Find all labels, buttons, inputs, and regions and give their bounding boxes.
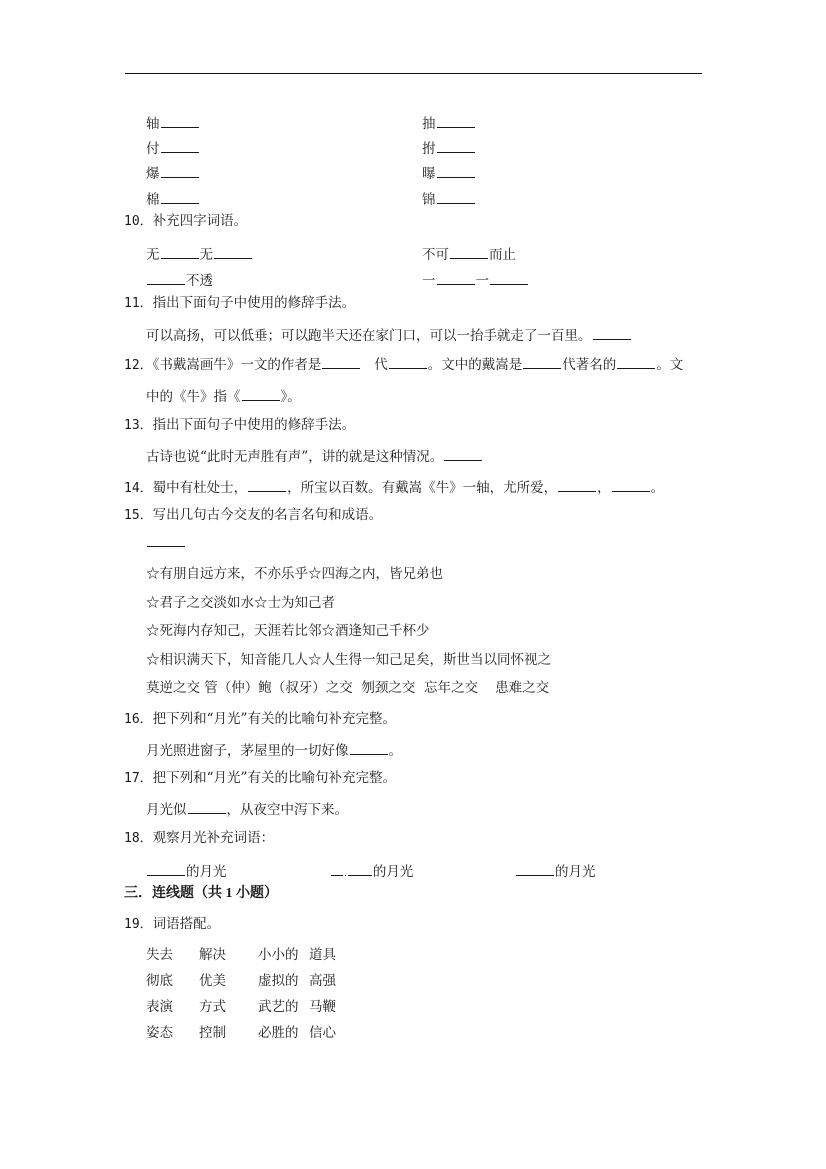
answer-blank[interactable]	[558, 477, 596, 492]
match-word[interactable]: 马鞭	[309, 999, 336, 1015]
question-prompt: 把下列和“月光”有关的比喻句补充完整。	[152, 711, 396, 727]
match-word[interactable]: 信心	[309, 1025, 336, 1041]
text-part: 月光照进窗子，茅屋里的一切好像	[146, 743, 349, 759]
question-number: 12．	[124, 358, 153, 373]
word-part: 一	[475, 273, 489, 289]
answer-blank[interactable]	[389, 354, 427, 369]
question-17	[124, 769, 396, 788]
answer-blank[interactable]	[161, 138, 199, 153]
answer-blank[interactable]	[248, 477, 286, 492]
question-prompt: 把下列和“月光”有关的比喻句补充完整。	[152, 770, 396, 786]
word-part: 无	[199, 247, 213, 263]
match-word[interactable]: 武艺的	[258, 999, 299, 1015]
text-part: ，所宝以百数。有戴嵩《牛》一轴，尤所爱，	[287, 480, 558, 496]
match-row	[146, 946, 349, 972]
question-16	[124, 710, 396, 729]
text-part: 代	[374, 357, 388, 373]
question-prompt: 指出下面句子中使用的修辞手法。	[152, 295, 356, 311]
match-word[interactable]: 彻底	[146, 973, 173, 989]
q18-item-3	[515, 861, 596, 881]
match-row	[146, 972, 349, 998]
char-pair-left-1	[146, 113, 200, 133]
match-word[interactable]: 优美	[199, 973, 226, 989]
match-word[interactable]: 姿态	[146, 1025, 173, 1041]
answer-blank[interactable]	[350, 740, 388, 755]
char-label: 曝	[422, 166, 436, 182]
q18-item-2	[330, 861, 413, 883]
q17-sentence	[146, 799, 348, 819]
q12-line-2	[146, 386, 301, 406]
sentence-text: 可以高扬，可以低垂；可以跑半天还在家门口，可以一抬手就走了一百里。	[146, 328, 592, 344]
answer-blank[interactable]	[161, 189, 199, 204]
q15-answer-line-3	[146, 622, 430, 640]
answer-blank[interactable]	[593, 325, 631, 340]
answer-blank[interactable]	[437, 138, 475, 153]
q15-answer-line-2	[146, 594, 335, 612]
sentence-text: 古诗也说“此时无声胜有声”，讲的就是这种情况。	[146, 449, 444, 465]
q15-answer-line[interactable]	[146, 532, 186, 552]
question-prompt: 补充四字词语。	[152, 213, 248, 229]
header-rule	[125, 73, 702, 74]
char-pair-right-4	[422, 189, 476, 209]
char-pair-right-3	[422, 163, 476, 183]
text-part: 的月光	[186, 864, 227, 880]
question-13	[124, 416, 355, 435]
char-pair-left-3	[146, 163, 200, 183]
word-part: 一	[422, 273, 436, 289]
question-15	[124, 506, 382, 525]
q11-sentence	[146, 325, 632, 345]
answer-blank[interactable]	[437, 270, 475, 285]
word-part: 而止	[489, 247, 516, 263]
match-word[interactable]: 解决	[199, 947, 226, 963]
match-word[interactable]: 高强	[309, 973, 336, 989]
text-part: ，	[597, 480, 611, 496]
word-part: 不可	[422, 247, 449, 263]
match-word[interactable]: 小小的	[258, 947, 299, 963]
question-11	[124, 294, 355, 313]
answer-text: ☆有朋自远方来，不亦乐乎☆四海之内，皆兄弟也	[146, 566, 443, 582]
match-word[interactable]: 必胜的	[258, 1025, 299, 1041]
text-part: 的月光	[372, 864, 414, 880]
answer-blank[interactable]	[348, 861, 372, 876]
question-number: 19．	[124, 917, 153, 932]
char-label: 锦	[422, 192, 436, 208]
answer-blank[interactable]	[523, 354, 561, 369]
section-title: 三．连线题（共 1 小题）	[124, 886, 278, 901]
match-word[interactable]: 虚拟的	[258, 973, 299, 989]
answer-blank[interactable]	[161, 113, 199, 128]
answer-blank[interactable]	[214, 244, 252, 259]
q10-item-2	[422, 244, 516, 264]
match-word[interactable]: 方式	[199, 999, 226, 1015]
question-prompt: 指出下面句子中使用的修辞手法。	[152, 417, 356, 433]
match-word[interactable]: 道具	[309, 947, 336, 963]
answer-blank[interactable]	[147, 270, 185, 285]
char-pair-left-4	[146, 189, 200, 209]
text-part: 。	[650, 480, 665, 496]
char-label: 轴	[146, 116, 160, 132]
text-part: 中的《牛》指《	[146, 389, 241, 405]
answer-blank[interactable]	[516, 861, 554, 876]
answer-blank[interactable]	[161, 163, 199, 178]
text-part: 。	[388, 743, 402, 759]
char-label: 付	[146, 141, 160, 157]
question-prompt: 观察月光补充词语：	[152, 830, 275, 846]
answer-text: ☆君子之交淡如水☆士为知己者	[146, 595, 335, 611]
text-part: 。文	[656, 357, 684, 373]
answer-blank[interactable]	[322, 354, 360, 369]
answer-blank[interactable]	[147, 861, 185, 876]
match-word[interactable]: 失去	[146, 947, 173, 963]
question-18	[124, 829, 274, 848]
q13-sentence	[146, 446, 483, 466]
answer-text: 莫逆之交 管（仲）鲍（叔牙）之交 刎颈之交 忘年之交 患难之交	[146, 680, 550, 696]
q10-item-3	[146, 270, 213, 290]
question-10	[124, 212, 247, 231]
question-number: 14．	[124, 481, 153, 496]
char-label: 抽	[422, 116, 436, 132]
text-part: .	[344, 869, 347, 879]
word-part: 无	[146, 247, 160, 263]
question-number: 11．	[124, 296, 153, 311]
question-19	[124, 915, 220, 934]
char-pair-left-2	[146, 138, 200, 158]
answer-blank[interactable]	[437, 113, 475, 128]
char-pair-right-1	[422, 113, 476, 133]
match-word[interactable]: 表演	[146, 999, 173, 1015]
text-part: 。文中的戴嵩是	[427, 357, 523, 373]
answer-blank[interactable]	[612, 477, 650, 492]
q15-answer-line-4	[146, 651, 551, 669]
answer-text: ☆相识满天下，知音能几人☆人生得一知己足矣，斯世当以同怀视之	[146, 652, 551, 668]
answer-blank[interactable]	[617, 354, 655, 369]
answer-blank[interactable]	[188, 799, 226, 814]
answer-blank[interactable]	[242, 386, 280, 401]
answer-blank[interactable]	[450, 244, 488, 259]
question-number: 16．	[124, 712, 153, 727]
answer-text: ☆死海内存知己，天涯若比邻☆酒逢知己千杯少	[146, 623, 430, 639]
answer-blank[interactable]	[331, 861, 343, 876]
q15-answer-line-5	[146, 679, 549, 697]
match-word[interactable]: 控制	[199, 1025, 226, 1041]
q10-item-4	[422, 270, 529, 290]
answer-blank[interactable]	[437, 163, 475, 178]
answer-blank[interactable]	[490, 270, 528, 285]
q18-item-1	[146, 861, 227, 881]
question-12	[124, 354, 683, 375]
q15-answer-line-1	[146, 565, 443, 583]
text-part: 》。	[280, 389, 301, 405]
char-label: 爆	[146, 166, 160, 182]
word-matching-grid	[146, 946, 349, 1050]
char-pair-right-2	[422, 138, 476, 158]
question-number: 17．	[124, 771, 153, 786]
answer-blank[interactable]	[437, 189, 475, 204]
question-prompt: 词语搭配。	[152, 916, 221, 932]
q10-item-1	[146, 244, 253, 264]
question-prompt: 写出几句古今交友的名言名句和成语。	[152, 507, 383, 523]
text-part: 的月光	[555, 864, 596, 880]
question-number: 18．	[124, 831, 153, 846]
q16-sentence	[146, 740, 402, 760]
text-part: 《书戴嵩画牛》一文的作者是	[152, 357, 322, 373]
match-row	[146, 998, 349, 1024]
text-part: 月光似	[146, 802, 187, 818]
text-part: 蜀中有杜处士，	[152, 480, 248, 496]
answer-blank[interactable]	[444, 446, 482, 461]
question-number: 10．	[124, 214, 153, 229]
text-part: 代著名的	[562, 357, 617, 373]
question-14	[124, 477, 664, 498]
question-number: 15．	[124, 508, 153, 523]
answer-blank[interactable]	[147, 532, 185, 547]
char-label: 拊	[422, 141, 436, 157]
text-part: ，从夜空中泻下来。	[226, 802, 348, 818]
word-part: 不透	[186, 273, 213, 289]
answer-blank[interactable]	[161, 244, 199, 259]
char-label: 棉	[146, 192, 160, 208]
question-number: 13．	[124, 418, 153, 433]
match-row	[146, 1024, 349, 1050]
